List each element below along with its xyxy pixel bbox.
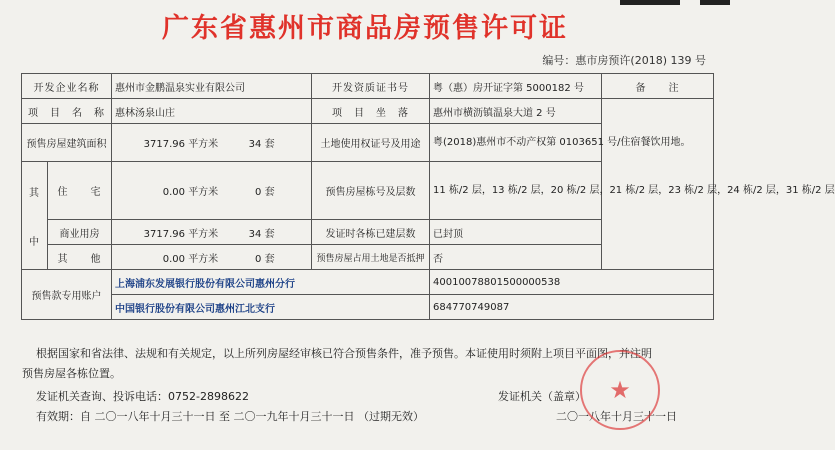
sets-unit: 套 xyxy=(264,187,275,198)
commercial-area: 3717.96 xyxy=(143,228,185,240)
statement-line-1: 根据国家和省法律、法规和有关规定，以上所列房屋经审核已符合预售条件，准予预售。本证使用时须附上项目平面图，并注明 xyxy=(36,347,652,360)
among-char-1: 其 xyxy=(29,187,40,199)
presale-area-label: 预售房屋建筑面积 xyxy=(22,124,112,162)
certificate-title: 广东省惠州市商品房预售许可证 xyxy=(162,13,568,44)
presale-area-value: 3717.96 xyxy=(143,139,185,150)
commercial-unit: 平方米 xyxy=(188,228,219,240)
statement-line-2: 预售房屋各栋位置。 xyxy=(22,367,121,380)
location-value: 惠州市横沥镇温泉大道 2 号 xyxy=(430,99,602,124)
residential-sets: 0 xyxy=(255,187,262,198)
location-label: 项 目 坐 落 xyxy=(312,99,430,124)
presale-area-cell xyxy=(112,124,312,162)
residential-area: 0.00 xyxy=(162,187,185,198)
sets-unit: 套 xyxy=(264,228,275,240)
account-label: 预售款专用账户 xyxy=(22,270,112,320)
table-row xyxy=(22,99,714,124)
other-cell xyxy=(112,245,312,270)
residential-unit: 平方米 xyxy=(188,187,219,198)
commercial-cell xyxy=(112,220,312,245)
presale-area-sets: 34 xyxy=(248,139,262,150)
project-label: 项 目 名 称 xyxy=(22,99,112,124)
issue-date: 二〇一八年十月三十一日 xyxy=(556,410,677,423)
hotline: 发证机关查询、投诉电话：0752-2898622 xyxy=(36,390,249,403)
presale-area-unit: 平方米 xyxy=(188,139,219,150)
top-edge-bar xyxy=(620,0,680,5)
other-label: 其 他 xyxy=(48,245,112,270)
land-value: 粤(2018)惠州市不动产权第 0103651 号/住宿餐饮用地。 xyxy=(430,124,602,162)
top-edge-bar xyxy=(700,0,730,5)
issued-floors-value: 已封顶 xyxy=(430,220,602,245)
qualification-value: 粤（惠）房开证字第 5000182 号 xyxy=(430,74,602,99)
other-unit: 平方米 xyxy=(188,253,219,265)
serial-number: 编号：惠市房预许(2018) 139 号 xyxy=(542,54,706,67)
table-row xyxy=(22,295,714,320)
among-label-cell xyxy=(22,162,48,270)
commercial-sets: 34 xyxy=(248,228,262,240)
account-1: 40010078801500000538 xyxy=(430,270,714,295)
sets-unit: 套 xyxy=(264,253,275,265)
qualification-label: 开发资质证书号 xyxy=(312,74,430,99)
sets-unit: 套 xyxy=(264,139,275,150)
bank-2: 中国银行股份有限公司惠州江北支行 xyxy=(112,295,430,320)
table-row xyxy=(22,74,714,99)
seal-star-icon: ★ xyxy=(609,376,631,404)
commercial-label: 商业用房 xyxy=(48,220,112,245)
issued-floors-label: 发证时各栋已建层数 xyxy=(312,220,430,245)
building-no-value: 11 栋/2 层，13 栋/2 层，20 栋/2 层，21 栋/2 层，23 栋/2 层，24 栋/2 层，31 栋/2 层 xyxy=(430,162,602,220)
developer-value: 惠州市金鹏温泉实业有限公司 xyxy=(112,74,312,99)
remark-cell xyxy=(602,99,714,270)
project-value: 惠林汤泉山庄 xyxy=(112,99,312,124)
official-seal xyxy=(580,350,660,430)
account-2: 684770749087 xyxy=(430,295,714,320)
certificate-table xyxy=(21,73,835,320)
residential-label: 住 宅 xyxy=(48,162,112,220)
land-label: 土地使用权证号及用途 xyxy=(312,124,430,162)
other-sets: 0 xyxy=(255,253,262,265)
validity: 有效期：自 二〇一八年十月三十一日 至 二〇一九年十月三十一日 （过期无效） xyxy=(36,410,424,423)
remark-label: 备 注 xyxy=(602,74,714,99)
building-no-label: 预售房屋栋号及层数 xyxy=(312,162,430,220)
mortgage-value: 否 xyxy=(430,245,602,270)
developer-label: 开发企业名称 xyxy=(22,74,112,99)
among-char-2: 中 xyxy=(29,236,40,248)
bank-1: 上海浦东发展银行股份有限公司惠州分行 xyxy=(112,270,430,295)
authority-label: 发证机关（盖章） xyxy=(498,390,586,403)
other-area: 0.00 xyxy=(162,253,185,265)
mortgage-label: 预售房屋占用土地是否抵押 xyxy=(312,245,430,270)
table-row xyxy=(22,270,714,295)
residential-cell xyxy=(112,162,312,220)
